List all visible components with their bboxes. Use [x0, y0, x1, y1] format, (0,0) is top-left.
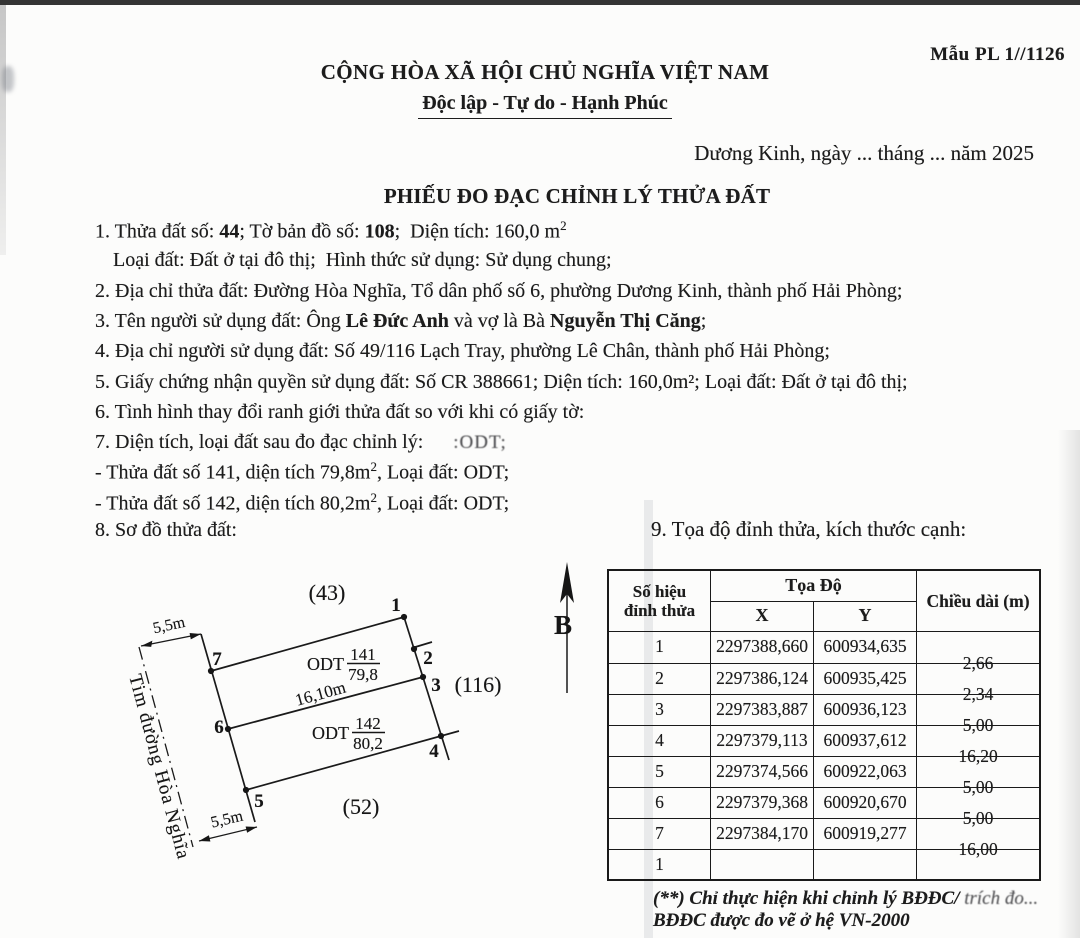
- vertex-label-3: 3: [431, 675, 441, 696]
- owner-name: Lê Đức Anh: [345, 310, 449, 332]
- north-label: B: [553, 610, 573, 640]
- certificate-line: 5. Giấy chứng nhận quyền sử dụng đất: Số CR 388661; Diện tích: 160,0m²; Loại đất: Đất ở tại đô thị;: [95, 371, 908, 393]
- parcel-number: 44: [219, 220, 240, 243]
- parcel-141-area: 79,8: [348, 665, 378, 684]
- parcel-142-number: 142: [355, 714, 381, 733]
- vertex-label-6: 6: [214, 717, 224, 738]
- neighbor-label-116: (116): [454, 672, 502, 697]
- vertex-dot: [401, 614, 407, 620]
- vertex-dot: [411, 646, 417, 652]
- parcel-141-line: - Thửa đất số 141, diện tích $79,8m^2$, Loại đất: ODT;: [95, 459, 510, 484]
- vertex-dot: [225, 726, 231, 732]
- land-type-line: Loại đất: Đất ở tại đô thị; Hình thức sử dụng: Sử dụng chung;: [113, 249, 612, 271]
- parcel-sketch: [60, 540, 600, 938]
- vertex-label-7: 7: [212, 649, 222, 670]
- footnote-faint-text: trích đo...: [964, 888, 1039, 909]
- vertex-label-4: 4: [429, 741, 439, 762]
- header-coordinates: Tọa Độ: [711, 571, 916, 602]
- table-row: 4 2297379,113 600937,612: [609, 725, 1039, 756]
- table-row: 3 2297383,887 600936,123: [609, 694, 1039, 725]
- national-motto-wrap: [270, 92, 820, 119]
- table-row: 7 2297384,170 600919,277: [609, 818, 1039, 849]
- header-length: Chiều dài (m): [926, 590, 1030, 611]
- table-body: [609, 631, 1039, 879]
- header-y: Y: [858, 605, 872, 625]
- parcel-142-code: ODT: [312, 723, 349, 743]
- road-label: Tim đường Hòa Nghĩa: [124, 671, 194, 862]
- parcel-info-line: 1. Thửa đất số: 44; Tờ bản đồ số: 108; Diện tích: 160,0 $m^2$: [95, 218, 567, 243]
- vertex-dot: [438, 733, 444, 739]
- scan-edge-left: [0, 5, 6, 255]
- vertex-label-5: 5: [254, 791, 264, 812]
- header-vertex-id: Số hiệu đỉnh thửa: [609, 571, 711, 631]
- dim-top-label: 5,5m: [151, 613, 187, 638]
- vertex-label-1: 1: [391, 595, 401, 616]
- dimension-bottom: [199, 827, 257, 842]
- dim-bottom-label: 5,5m: [209, 807, 245, 832]
- square-meter-sup: 2: [560, 218, 567, 233]
- form-code: Mẫu PL 1//1126: [930, 44, 1065, 65]
- parcel-boundaries: [201, 617, 459, 822]
- parcel-142-area: 80,2: [353, 734, 383, 753]
- scan-edge-top: [0, 0, 1080, 5]
- parcel-141-number: 141: [350, 645, 376, 664]
- dimension-top: [141, 633, 201, 647]
- owner-name-line: 3. Tên người sử dụng đất: Ông Lê Đức Anh và vợ là Bà Nguyễn Thị Căng;: [95, 310, 707, 332]
- neighbor-label-52: (52): [342, 794, 380, 819]
- owner-address-line: 4. Địa chỉ người sử dụng đất: Số 49/116 Lạch Tray, phường Lê Chân, thành phố Hải Phòng;: [95, 340, 830, 362]
- table-row: 2 2297386,124 600935,425: [609, 663, 1039, 694]
- vertex-dot: [243, 787, 249, 793]
- coordinate-table: [607, 569, 1041, 881]
- parcel-142-label: [312, 714, 383, 753]
- place-date-line: Dương Kinh, ngày ... tháng ... năm 2025: [694, 141, 1034, 165]
- header-x: X: [711, 602, 814, 631]
- national-title: CỘNG HÒA XÃ HỘI CHỦ NGHĨA VIỆT NAM: [320, 60, 770, 84]
- form-title: PHIẾU ĐO ĐẠC CHỈNH LÝ THỬA ĐẤT: [383, 184, 771, 208]
- parcel-address-line: 2. Địa chỉ thửa đất: Đường Hòa Nghĩa, Tổ dân phố số 6, phường Dương Kinh, thành phố Hải Phòng;: [95, 280, 903, 302]
- faint-stamp-text: :ODT;: [453, 432, 507, 453]
- vertex-dot: [420, 674, 426, 680]
- post-survey-line: 7. Diện tích, loại đất sau đo đạc chỉnh lý: :ODT;: [95, 431, 507, 453]
- table-row: 6 2297379,368 600920,670: [609, 787, 1039, 818]
- footnote: (**) Chỉ thực hiện khi chỉnh lý BĐĐC/ trích đo... BĐĐC được đo vẽ ở hệ VN-2000: [653, 888, 1039, 931]
- boundary-change-line: 6. Tình hình thay đổi ranh giới thửa đất so với khi có giấy tờ:: [95, 401, 585, 423]
- table-row: 5 2297374,566 600922,063: [609, 756, 1039, 787]
- table-header: [609, 571, 1039, 631]
- neighbor-label-43: (43): [308, 580, 346, 605]
- parcel-142-line: - Thửa đất số 142, diện tích $80,2m^2$, Loại đất: ODT;: [95, 490, 510, 515]
- edge-length-label: 16,10m: [293, 677, 348, 710]
- sketch-section-label: 8. Sơ đồ thửa đất:: [95, 519, 237, 541]
- parcel-141-code: ODT: [307, 654, 344, 674]
- national-motto: Độc lập - Tự do - Hạnh Phúc: [418, 92, 672, 119]
- map-sheet-number: 108: [364, 220, 395, 243]
- coordinates-section-label: 9. Tọa độ đỉnh thửa, kích thước cạnh:: [651, 517, 967, 541]
- scan-smudge: [2, 66, 14, 92]
- north-arrow: [554, 562, 574, 693]
- table-row: 1 2297388,660 600934,635: [609, 632, 1039, 663]
- table-row: 1: [609, 849, 1039, 880]
- length-column: 2,66 2,34 5,00 16,20 5,00 5,00 16,00: [958, 653, 998, 859]
- scan-shadow-right: [1058, 430, 1080, 938]
- spouse-name: Nguyễn Thị Căng: [550, 310, 701, 332]
- vertex-label-2: 2: [423, 648, 433, 669]
